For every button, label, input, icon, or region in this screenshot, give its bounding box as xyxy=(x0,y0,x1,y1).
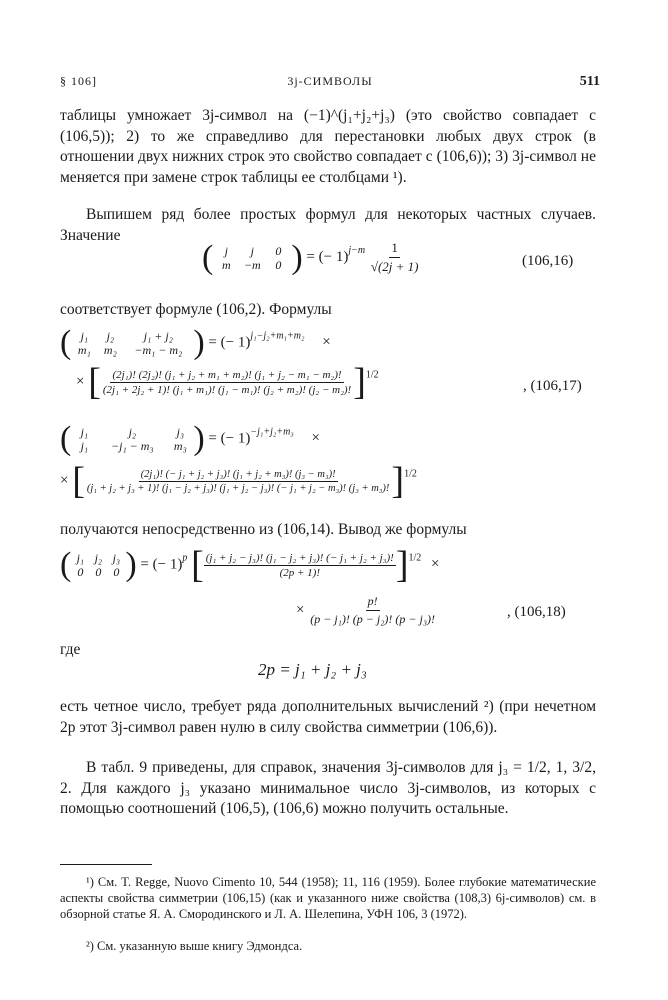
formula-106-17-lhs: ( j₁ j₂ j₁ + j₂ m₁ m₂ −m₁ − m₂ ) = (− 1)$^{j_1-j_2+m_1+m_2}$ × xyxy=(60,324,331,361)
page-number: 511 xyxy=(579,74,600,89)
equation-label: (106,16) xyxy=(522,253,574,269)
paragraph-formulas: соответствует формуле (106,2). Формулы xyxy=(60,301,332,318)
section-number: § 106] xyxy=(60,74,97,88)
formula-106-18-lhs: ( j₁ j₂ j₃ 0 0 0 ) = (− 1)$^p$ [ $\frac{\text{(j₁ + j₂ − j₃)! (j₁ − j₂ + j₃)! (− j₁ + j₂ + j₃)!}}{(2p + 1)!}$ ]$^{1/2}$ × xyxy=(60,544,440,586)
running-header xyxy=(60,74,600,92)
threej-symbol: ( j₁ j₂ j₁ + j₂ m₁ m₂ −m₁ − m₂ ) xyxy=(60,324,205,361)
formula-106-17-rhs: × [ $\frac{\text{(2j₁)! (2j₂)! (j₁ + j₂ + m₁ + m₂)! (j₁ + j₂ − m₁ − m₂)!}}{\text{(2j₁ + 2j₂ + 1)! (j₁ + m₁)! (j₁ − m₁)! (j₂ + m₂)! (j₂ − m₂)!}}$ ]$^{1/2}$ xyxy=(76,361,379,403)
threej-symbol: ( j j 0 m −m 0 ) xyxy=(202,238,303,276)
equation-label: , (106,18) xyxy=(507,604,566,620)
fraction: $\frac{\text{(j₁ + j₂ − j₃)! (j₁ − j₂ + j₃)! (− j₁ + j₂ + j₃)!}}{(2p + 1)!}$ xyxy=(205,551,394,579)
paragraph-even-number: есть четное число, требует ряда дополнительных вычислений ²) (при нечетном 2p этот 3j-символ равен нулю в силу свойства симметрии (106,6)). xyxy=(60,698,596,736)
paragraph-derivation: получаются непосредственно из (106,14). Вывод же формулы xyxy=(60,521,467,538)
fraction: $\frac{\text{(2j₁)! (2j₂)! (j₁ + j₂ + m₁ + m₂)! (j₁ + j₂ − m₁ − m₂)!}}{\text{(2j₁ + 2j₂ + 1)! (j₁ + m₁)! (j₁ − m₁)! (j₂ + m₂)! (j₂ − m₂)!}}$ xyxy=(102,368,352,396)
paragraph-table-9: В табл. 9 приведены, для справок, значения 3j-символов для j₃ = 1/2, 1, 3/2, 2. Для каждого j₃ указано минимальное число 3j-символов, из которых с помощью соотношений (106,5), (106,6) можно получить остальные. xyxy=(60,759,596,817)
running-title: 3j-СИМВОЛЫ xyxy=(287,74,373,88)
fraction: (2j₁)! (− j₁ + j₂ + j₃)! (j₁ + j₂ + m₃)! (j₃ − m₃)! (j₁ + j₂ + j₃ + 1)! (j₁ − j₂ + j₃)! (j₁ + j₂ − j₃)! (− j₁ + j₂ − m₃)! (j₃ + m₃)! xyxy=(86,468,390,494)
paragraph-special-cases: Выпишем ряд более простых формул для некоторых частных случаев. Значение xyxy=(60,206,596,244)
footnote-1: ¹) См. T. Regge, Nuovo Cimento 10, 544 (1958); 11, 116 (1959). Более глубокие математические аспекты свойства симметрии (106,15) (как и указанного ниже свойства (108,3) 6j-символов) см. в обзорной статье Я. А. Смородинского и Л. А. Шелепина, УФН 106, 3 (1972). xyxy=(60,875,596,921)
threej-symbol: ( j₁ j₂ j₃ 0 0 0 ) xyxy=(60,546,137,583)
formula-threej-special-rhs: × [ (2j₁)! (− j₁ + j₂ + j₃)! (j₁ + j₂ + m₃)! (j₃ − m₃)! (j₁ + j₂ + j₃ + 1)! (j₁ − j₂ + j₃)! (j₁ + j₂ − j₃)! (− j₁ + j₂ − m₃)! (j₃ + m₃)! ]$^{1/2}$ xyxy=(60,460,417,502)
fraction: $\frac{p!}{\text{(p − j₁)! (p − j₂)! (p − j₃)!}}$ xyxy=(310,594,435,626)
paragraph-symmetry: таблицы умножает 3j-символ на (−1)^(j₁+j₂+j₃) (это свойство совпадает с (106,5)); 2) то же справедливо для перестановки любых двух строк (в отношении двух нижних строк это свойство совпадает с (106,6)); 3) 3j-символ не меняется при замене строк таблицы ее столбцами ¹). xyxy=(60,107,596,186)
equation-label: , (106,17) xyxy=(523,378,582,394)
paragraph-where: где xyxy=(60,641,81,658)
formula-2p-definition: 2p = j₁ + j₂ + j₃ xyxy=(258,660,367,679)
fraction: $\frac{1}{√(2j + 1)}$ xyxy=(370,240,419,274)
footnote-2: ²) См. указанную выше книгу Эдмондса. xyxy=(86,939,303,953)
formula-106-18-rhs: × $\frac{p!}{\text{(p − j₁)! (p − j₂)! (p − j₃)!}}$ xyxy=(296,594,435,626)
threej-symbol: ( j₁ j₂ j₃ j₁ −j₁ − m₃ m₃ ) xyxy=(60,420,205,457)
formula-threej-special-lhs: ( j₁ j₂ j₃ j₁ −j₁ − m₃ m₃ ) = (− 1)$^{-j_1+j_2+m_3}$ × xyxy=(60,420,320,457)
formula-106-16: ( j j 0 m −m 0 ) = (− 1)$^{j-m}$ $\frac{1}{√(2j + 1)}$ xyxy=(202,238,419,276)
footnote-rule xyxy=(60,864,152,865)
